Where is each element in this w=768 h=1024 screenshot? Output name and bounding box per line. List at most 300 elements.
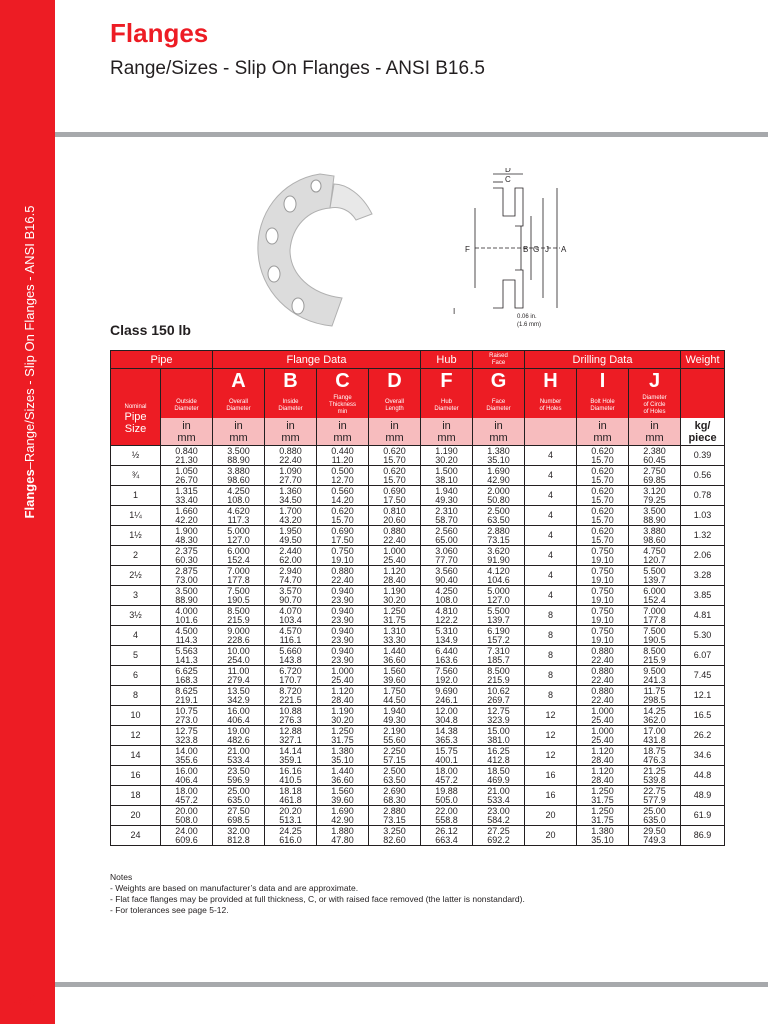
cell-od <box>161 706 213 726</box>
cell-value-mm: 635.0 <box>643 814 666 825</box>
cell-value-in: 0.880 <box>331 565 354 576</box>
cell-d <box>369 646 421 666</box>
cell-number-of-holes: 8 <box>525 686 577 706</box>
cell-value-in: 4.120 <box>487 565 510 576</box>
cell-value-in: 2.750 <box>643 465 666 476</box>
cell-value-in: 14.14 <box>279 745 302 756</box>
cell-b <box>265 566 317 586</box>
cell-number-of-holes: 4 <box>525 466 577 486</box>
cell-a <box>213 566 265 586</box>
cell-weight: 12.1 <box>681 686 725 706</box>
section-outline-top <box>493 188 523 226</box>
desc-hub-diameter <box>421 393 473 418</box>
cell-value-in: 14.38 <box>435 725 458 736</box>
cell-g <box>473 766 525 786</box>
cell-value-in: 5.310 <box>435 625 458 636</box>
cell-value-mm: 457.2 <box>435 774 458 785</box>
cell-value-mm: 141.3 <box>175 654 198 665</box>
cell-value-in: 0.810 <box>383 505 406 516</box>
cell-a <box>213 826 265 846</box>
table-body <box>111 446 725 846</box>
cell-value-in: 5.000 <box>487 585 510 596</box>
cell-value-mm: 513.1 <box>279 814 302 825</box>
note-item: - For tolerances see page 5-12. <box>110 905 229 915</box>
cell-value-mm: 31.75 <box>591 794 614 805</box>
cell-a <box>213 486 265 506</box>
cell-c <box>317 826 369 846</box>
desc-c-1: Flange <box>333 395 352 401</box>
table-row <box>111 546 725 566</box>
cell-j <box>629 546 681 566</box>
cell-a <box>213 746 265 766</box>
cell-d <box>369 466 421 486</box>
cell-value-mm: 20.60 <box>383 514 406 525</box>
group-drilling-data: Drilling Data <box>525 351 681 369</box>
cell-i <box>577 746 629 766</box>
page-title: Flanges <box>110 18 209 48</box>
desc-face-diameter <box>473 393 525 418</box>
cell-od <box>161 826 213 846</box>
cell-weight: 7.45 <box>681 666 725 686</box>
cell-value-mm: 508.0 <box>175 814 198 825</box>
cell-value-mm: 55.60 <box>383 734 406 745</box>
cell-value-mm: 47.80 <box>331 834 354 845</box>
cell-value-in: 2.380 <box>643 445 666 456</box>
cell-g <box>473 486 525 506</box>
cell-value-mm: 62.00 <box>279 554 302 565</box>
cell-value-mm: 19.10 <box>591 574 614 585</box>
cell-value-in: 21.00 <box>227 745 250 756</box>
cell-d <box>369 486 421 506</box>
desc-weight-blank <box>681 393 725 418</box>
cell-value-mm: 139.7 <box>487 614 510 625</box>
cell-value-mm: 362.0 <box>643 714 666 725</box>
unit-mm: mm <box>593 431 612 444</box>
cell-value-in: 25.00 <box>643 805 666 816</box>
cell-value-mm: 157.2 <box>487 634 510 645</box>
cell-value-mm: 15.70 <box>383 454 406 465</box>
unit-mm: mm <box>489 431 508 444</box>
desc-size: Size <box>124 422 147 435</box>
cell-j <box>629 706 681 726</box>
cell-weight: 26.2 <box>681 726 725 746</box>
cell-value-mm: 22.40 <box>331 574 354 585</box>
cell-od <box>161 566 213 586</box>
cell-value-mm: 192.0 <box>435 674 458 685</box>
cell-f <box>421 526 473 546</box>
class-label: Class 150 lb <box>110 322 191 338</box>
cell-b <box>265 726 317 746</box>
desc-overall-diameter <box>213 393 265 418</box>
cell-nominal-size: 6 <box>111 666 161 686</box>
cell-j <box>629 526 681 546</box>
cell-value-in: 1.190 <box>383 585 406 596</box>
cell-number-of-holes: 16 <box>525 786 577 806</box>
cell-value-mm: 98.60 <box>227 474 250 485</box>
cell-value-in: 4.250 <box>435 585 458 596</box>
cell-od <box>161 746 213 766</box>
header-divider-tab <box>0 132 55 137</box>
cell-value-mm: 177.8 <box>227 574 250 585</box>
unit-in: in <box>494 419 503 432</box>
cell-b <box>265 506 317 526</box>
cell-value-mm: 21.30 <box>175 454 198 465</box>
cell-value-mm: 22.40 <box>591 674 614 685</box>
cell-i <box>577 686 629 706</box>
desc-od-2: Diameter <box>174 405 199 412</box>
cell-weight: 0.78 <box>681 486 725 506</box>
desc-f-1: Hub <box>440 398 452 405</box>
cell-f <box>421 826 473 846</box>
cell-d <box>369 526 421 546</box>
cell-value-mm: 60.45 <box>643 454 666 465</box>
cell-value-mm: 48.30 <box>175 534 198 545</box>
cell-b <box>265 446 317 466</box>
cell-g <box>473 826 525 846</box>
cell-value-in: 0.750 <box>591 625 614 636</box>
cell-value-mm: 49.30 <box>435 494 458 505</box>
cell-weight: 1.03 <box>681 506 725 526</box>
cell-od <box>161 606 213 626</box>
cell-b <box>265 646 317 666</box>
desc-h-1: Number <box>539 398 562 405</box>
cell-i <box>577 646 629 666</box>
cell-number-of-holes: 4 <box>525 506 577 526</box>
cell-value-in: 1.440 <box>383 645 406 656</box>
flange-cross-section-drawing <box>445 168 585 333</box>
cell-value-mm: 30.20 <box>435 454 458 465</box>
cell-value-in: 1.880 <box>331 825 354 836</box>
cell-value-mm: 219.1 <box>175 694 198 705</box>
cell-b <box>265 546 317 566</box>
cell-value-in: 0.690 <box>331 525 354 536</box>
cell-value-in: 0.620 <box>591 445 614 456</box>
table-row <box>111 786 725 806</box>
cell-g <box>473 546 525 566</box>
cell-b <box>265 486 317 506</box>
cell-value-mm: 57.15 <box>383 754 406 765</box>
cell-b <box>265 526 317 546</box>
cell-number-of-holes: 4 <box>525 486 577 506</box>
cell-f <box>421 746 473 766</box>
cell-value-mm: 25.40 <box>383 554 406 565</box>
cell-value-mm: 365.3 <box>435 734 458 745</box>
cell-value-mm: 31.75 <box>331 734 354 745</box>
cell-value-in: 0.500 <box>331 465 354 476</box>
cell-a <box>213 646 265 666</box>
cell-value-in: 0.880 <box>591 665 614 676</box>
cell-value-mm: 122.2 <box>435 614 458 625</box>
cell-value-mm: 15.70 <box>591 454 614 465</box>
cell-od <box>161 466 213 486</box>
cell-value-in: 0.880 <box>383 525 406 536</box>
desc-a-2: Diameter <box>226 405 251 412</box>
cell-value-mm: 190.5 <box>643 634 666 645</box>
cell-weight: 5.30 <box>681 626 725 646</box>
cell-value-in: 1.750 <box>383 685 406 696</box>
cell-nominal-size: 12 <box>111 726 161 746</box>
cell-value-in: 3.500 <box>175 585 198 596</box>
raised-face-note-2: (1.6 mm) <box>517 322 541 328</box>
cell-f <box>421 506 473 526</box>
unit-g <box>473 418 525 446</box>
cell-value-mm: 30.20 <box>383 594 406 605</box>
cell-value-in: 7.560 <box>435 665 458 676</box>
cell-value-in: 10.00 <box>227 645 250 656</box>
cell-value-mm: 177.8 <box>643 614 666 625</box>
cell-value-mm: 44.50 <box>383 694 406 705</box>
cell-value-in: 1.690 <box>331 805 354 816</box>
cell-value-mm: 476.3 <box>643 754 666 765</box>
cell-value-mm: 103.4 <box>279 614 302 625</box>
desc-h-2: of Holes <box>539 405 562 412</box>
side-band <box>0 0 55 1024</box>
cell-number-of-holes: 12 <box>525 746 577 766</box>
cell-value-in: 2.875 <box>175 565 198 576</box>
header-divider <box>55 132 768 137</box>
cell-d <box>369 566 421 586</box>
cell-value-mm: 276.3 <box>279 714 302 725</box>
cell-value-in: 0.690 <box>383 485 406 496</box>
unit-in: in <box>234 419 243 432</box>
cell-c <box>317 766 369 786</box>
cell-value-in: 6.440 <box>435 645 458 656</box>
cell-value-in: 1.315 <box>175 485 198 496</box>
cell-i <box>577 826 629 846</box>
cell-i <box>577 486 629 506</box>
unit-j <box>629 418 681 446</box>
cell-value-in: 24.25 <box>279 825 302 836</box>
cell-value-in: 27.50 <box>227 805 250 816</box>
unit-in: in <box>390 419 399 432</box>
cell-j <box>629 666 681 686</box>
desc-d-2: Length <box>385 405 404 412</box>
cell-f <box>421 606 473 626</box>
cell-value-mm: 163.6 <box>435 654 458 665</box>
cell-value-mm: 812.8 <box>227 834 250 845</box>
cell-value-in: 1.250 <box>591 805 614 816</box>
cell-value-in: 1.090 <box>279 465 302 476</box>
table-row <box>111 826 725 846</box>
cell-b <box>265 626 317 646</box>
desc-a-1: Overall <box>228 398 248 405</box>
cell-g <box>473 446 525 466</box>
cell-value-in: 1.120 <box>383 565 406 576</box>
cell-b <box>265 786 317 806</box>
cell-value-mm: 152.4 <box>643 594 666 605</box>
cell-c <box>317 506 369 526</box>
cell-a <box>213 446 265 466</box>
cell-value-in: 9.690 <box>435 685 458 696</box>
cell-value-in: 5.500 <box>643 565 666 576</box>
cell-value-in: 0.620 <box>383 465 406 476</box>
cell-value-in: 3.500 <box>227 445 250 456</box>
desc-f-2: Diameter <box>434 405 459 412</box>
cell-value-in: 0.620 <box>591 485 614 496</box>
letter-h: H <box>525 369 577 394</box>
cell-value-mm: 635.0 <box>227 794 250 805</box>
cell-value-in: 3.570 <box>279 585 302 596</box>
cell-od <box>161 646 213 666</box>
cell-value-mm: 19.10 <box>591 594 614 605</box>
cell-value-in: 0.620 <box>591 505 614 516</box>
desc-outside-diameter <box>161 393 213 418</box>
cell-value-in: 6.190 <box>487 625 510 636</box>
cell-value-mm: 73.15 <box>383 814 406 825</box>
cell-value-in: 0.620 <box>591 525 614 536</box>
cell-number-of-holes: 12 <box>525 726 577 746</box>
label-j: J <box>545 245 549 254</box>
cell-j <box>629 606 681 626</box>
cell-g <box>473 526 525 546</box>
raised-face-note-1: 0.06 in. <box>517 314 537 320</box>
table-row <box>111 726 725 746</box>
cell-value-in: 1.380 <box>591 825 614 836</box>
cell-value-mm: 23.90 <box>331 594 354 605</box>
cell-f <box>421 726 473 746</box>
unit-h-blank <box>525 418 577 446</box>
cell-value-mm: 323.8 <box>175 734 198 745</box>
cell-value-in: 15.00 <box>487 725 510 736</box>
table-row <box>111 666 725 686</box>
cell-a <box>213 506 265 526</box>
cell-b <box>265 666 317 686</box>
cell-nominal-size: 5 <box>111 646 161 666</box>
unit-mm: mm <box>437 431 456 444</box>
unit-weight <box>681 418 725 446</box>
cell-c <box>317 686 369 706</box>
cell-d <box>369 726 421 746</box>
cell-d <box>369 546 421 566</box>
desc-c-2: Thickness <box>328 402 356 408</box>
cell-value-in: 1.700 <box>279 505 302 516</box>
table-row <box>111 806 725 826</box>
cell-value-mm: 190.5 <box>227 594 250 605</box>
cell-value-in: 2.440 <box>279 545 302 556</box>
cell-value-in: 2.690 <box>383 785 406 796</box>
cell-value-mm: 749.3 <box>643 834 666 845</box>
cell-d <box>369 506 421 526</box>
cell-c <box>317 566 369 586</box>
cell-value-in: 14.25 <box>643 705 666 716</box>
desc-j-1: Diameter <box>642 395 667 401</box>
cell-g <box>473 626 525 646</box>
cell-value-in: 0.880 <box>279 445 302 456</box>
cell-weight: 2.06 <box>681 546 725 566</box>
cell-value-mm: 49.50 <box>279 534 302 545</box>
cell-value-mm: 15.70 <box>591 534 614 545</box>
cell-a <box>213 546 265 566</box>
cell-value-in: 1.120 <box>591 765 614 776</box>
cell-value-in: 24.00 <box>175 825 198 836</box>
cell-value-in: 1.250 <box>383 605 406 616</box>
cell-d <box>369 766 421 786</box>
group-flange-data: Flange Data <box>213 351 421 369</box>
desc-d-1: Overall <box>384 398 404 405</box>
cell-value-mm: 69.85 <box>643 474 666 485</box>
cell-value-in: 22.00 <box>435 805 458 816</box>
unit-b <box>265 418 317 446</box>
cell-value-mm: 698.5 <box>227 814 250 825</box>
cell-value-mm: 410.5 <box>279 774 302 785</box>
cell-value-mm: 31.75 <box>591 814 614 825</box>
cell-value-in: 18.00 <box>175 785 198 796</box>
cell-value-in: 3.560 <box>435 565 458 576</box>
cell-value-in: 2.375 <box>175 545 198 556</box>
cell-value-mm: 36.60 <box>383 654 406 665</box>
cell-value-in: 1.310 <box>383 625 406 636</box>
cell-value-mm: 36.60 <box>331 774 354 785</box>
cell-b <box>265 766 317 786</box>
cell-f <box>421 626 473 646</box>
cell-value-mm: 120.7 <box>643 554 666 565</box>
cell-value-in: 7.500 <box>643 625 666 636</box>
cell-value-in: 1.000 <box>591 725 614 736</box>
unit-in: in <box>442 419 451 432</box>
unit-a <box>213 418 265 446</box>
cell-value-mm: 82.60 <box>383 834 406 845</box>
cell-value-mm: 241.3 <box>643 674 666 685</box>
cell-nominal-size: 1 <box>111 486 161 506</box>
bolt-hole-5 <box>311 180 321 192</box>
cell-value-in: 16.00 <box>175 765 198 776</box>
cell-value-mm: 254.0 <box>227 654 250 665</box>
cell-value-in: 10.75 <box>175 705 198 716</box>
cell-value-in: 12.75 <box>175 725 198 736</box>
cell-value-in: 5.563 <box>175 645 198 656</box>
cell-value-mm: 63.50 <box>383 774 406 785</box>
cell-c <box>317 586 369 606</box>
cell-value-in: 6.720 <box>279 665 302 676</box>
cell-weight: 16.5 <box>681 706 725 726</box>
cell-a <box>213 466 265 486</box>
cell-value-in: 11.75 <box>643 685 666 696</box>
cell-g <box>473 586 525 606</box>
cell-c <box>317 446 369 466</box>
cell-value-mm: 15.70 <box>591 494 614 505</box>
cell-g <box>473 466 525 486</box>
cell-a <box>213 626 265 646</box>
cell-number-of-holes: 20 <box>525 806 577 826</box>
cell-value-mm: 412.8 <box>487 754 510 765</box>
letter-d: D <box>369 369 421 394</box>
cell-value-in: 1.940 <box>435 485 458 496</box>
cell-value-mm: 25.40 <box>591 734 614 745</box>
label-i: I <box>453 307 456 316</box>
cell-value-mm: 692.2 <box>487 834 510 845</box>
cell-value-in: 12.00 <box>435 705 458 716</box>
cell-value-in: 1.190 <box>331 705 354 716</box>
cell-value-in: 0.750 <box>331 545 354 556</box>
cell-nominal-size: 24 <box>111 826 161 846</box>
cell-f <box>421 486 473 506</box>
desc-number-of-holes <box>525 393 577 418</box>
cell-value-in: 0.940 <box>331 645 354 656</box>
cell-value-mm: 482.6 <box>227 734 250 745</box>
label-d: D <box>505 168 511 174</box>
bolt-hole-1 <box>284 196 296 212</box>
cell-value-mm: 104.6 <box>487 574 510 585</box>
cell-j <box>629 746 681 766</box>
cell-value-mm: 355.6 <box>175 754 198 765</box>
cell-value-in: 6.625 <box>175 665 198 676</box>
cell-value-mm: 342.9 <box>227 694 250 705</box>
side-section-title <box>18 72 42 652</box>
cell-value-mm: 215.9 <box>487 674 510 685</box>
cell-value-mm: 30.20 <box>331 714 354 725</box>
cell-weight: 44.8 <box>681 766 725 786</box>
group-raised-face <box>473 351 525 369</box>
